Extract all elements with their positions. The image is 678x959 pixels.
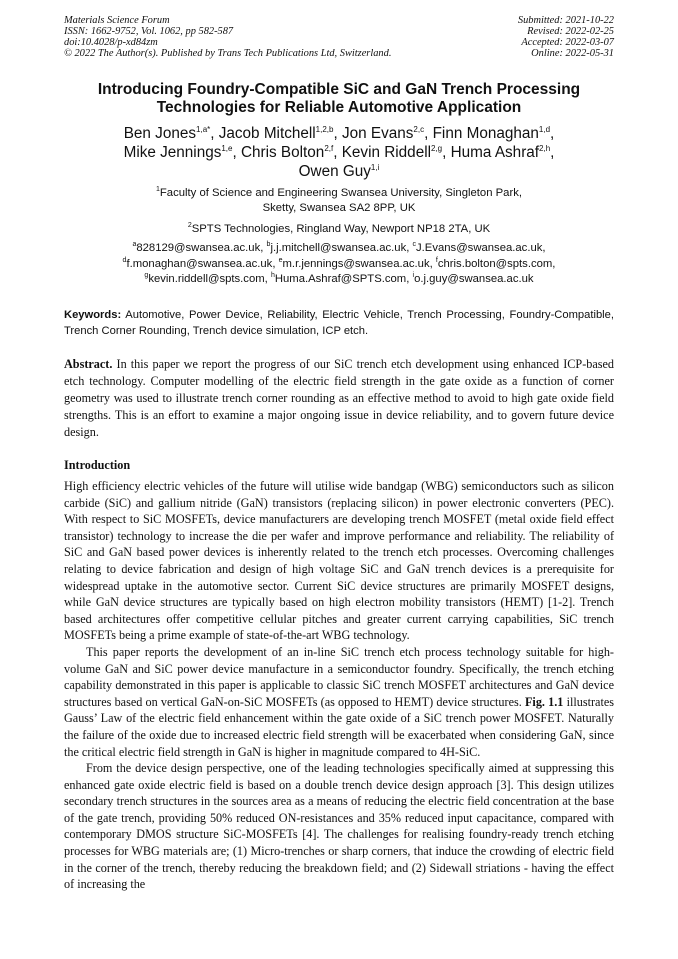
doi[interactable]: doi:10.4028/p-xd84zm (64, 37, 158, 48)
email-list (40, 241, 638, 288)
author-line-1 (40, 124, 638, 143)
abstract (64, 356, 614, 441)
title-line-2: Technologies for Reliable Automotive Application (156, 99, 522, 116)
revised-date: Revised: 2022-02-25 (527, 26, 614, 37)
affiliation-1: $^1$Faculty of Science and Engineering Swansea University, Singleton Park, Sketty, Swansea SA2 8PP, UK (155, 186, 523, 214)
figure-reference[interactable]: Fig. 1.1 (524, 694, 564, 709)
email[interactable]: $^c$J.Evans@swansea.ac.uk, (412, 241, 546, 254)
online-date: Online: 2022-05-31 (531, 48, 614, 59)
author-list (40, 124, 638, 181)
email-line-1: $^a$828129@swansea.ac.uk, $^b$j.j.mitchell@swansea.ac.uk, $^c$J.Evans@swansea.ac.uk, (132, 241, 546, 254)
submitted-date: Submitted: 2021-10-22 (517, 15, 614, 26)
email[interactable]: $^e$m.r.jennings@swansea.ac.uk (278, 256, 430, 270)
keywords-label: Keywords: (64, 309, 122, 321)
copyright: © 2022 The Author(s). Published by Trans Tech Publications Ltd, Switzerland. (64, 48, 392, 59)
email-line-2: $^d$f.monaghan@swansea.ac.uk, $^e$m.r.jennings@swansea.ac.uk, $^f$chris.bolton@spts.com, (122, 256, 556, 270)
email[interactable]: $^b$j.j.mitchell@swansea.ac.uk (266, 241, 407, 254)
author: Mike Jennings$^{1,e}$, (123, 144, 241, 161)
keywords-text: Automotive, Power Device, Reliability, Electric Vehicle, Trench Processing, Foundry-Compatible, Trench Corner Rounding, Trench device simulation, ICP etch. (64, 309, 614, 337)
issn: ISSN: 1662-9752, Vol. 1062, pp 582-587 (64, 26, 234, 37)
title-line-1: Introducing Foundry-Compatible SiC and GaN Trench Processing (97, 81, 581, 98)
author: Ben Jones$^{1,a*}$, (123, 125, 219, 142)
paragraph: High efficiency electric vehicles of the future will utilise wide bandgap (WBG) semiconductors such as silicon carbide (SiC) and gallium nitride (GaN) transistors (replacing silicon) in power electronic converters (PEC). With respect to SiC MOSFETs, device manufacturers are developing trench MOSFET (metal oxide field effect transistor) technology to increase the die per wafer and improve performance and reliability. The reliability of SiC and GaN based power devices is inherently related to the trench etch processes. Overcoming challenges relating to device fabrication and design of high voltage SiC and GaN trench devices is a prerequisite for widespread uptake in the automotive sector. Current SiC device structures are primarily MOSFET designs, while GaN device structures are typically based on high electron mobility transistors (HEMT) [1-2]. Trench based architectures offer competitive cellular pitches and greater current carrying capabilities, SiC trench MOSFETs being a prime example of state-of-the-art WBG technology. (64, 479, 614, 643)
publication-info (64, 15, 391, 59)
affiliation-2: $^2$SPTS Technologies, Ringland Way, Newport NP18 2TA, UK (187, 222, 491, 235)
paper-title (40, 81, 638, 117)
abstract-label: Abstract. (64, 357, 113, 371)
section-heading-introduction: Introduction (64, 458, 131, 472)
paragraph: From the device design perspective, one of the leading technologies specifically aimed at suppressing this enhanced gate oxide electric field is based on a double trench device design approach [3]. This design utilizes secondary trench structures in the sources area as a means of reducing the electric field concentration at the base of the gate trench, providing 50% reduced ON-resistances and 35% reduced input capacitance, compared with contemporary DMOS structure SiC-MOSFETs [4]. The challenges for realising foundry-ready trench etching processes for WBG materials are; (1) Micro-trenches or sharp corners, that induce the crowding of electric field in the corner of the trench, thereby reducing the breakdown field; and (2) Sidewall striations - having the effect of increasing the (64, 761, 614, 892)
author-line-3 (40, 162, 638, 181)
introduction-body (64, 478, 614, 893)
page-header (64, 15, 614, 59)
author: Finn Monaghan$^{1,d}$, (432, 125, 555, 142)
author: Jon Evans$^{2,c}$, (341, 125, 433, 142)
author: Chris Bolton$^{2,f}$, (240, 144, 342, 161)
email[interactable]: $^i$o.j.guy@swansea.ac.uk (412, 272, 534, 285)
email[interactable]: $^a$828129@swansea.ac.uk (132, 241, 261, 254)
author-line-2 (40, 143, 638, 162)
author: Huma Ashraf$^{2,h}$, (450, 144, 555, 161)
email[interactable]: $^h$Huma.Ashraf@SPTS.com (270, 272, 407, 285)
accepted-date: Accepted: 2022-03-07 (521, 37, 614, 48)
author: Jacob Mitchell$^{1,2,b}$, (218, 125, 342, 142)
author: Kevin Riddell$^{2,g}$, (341, 144, 451, 161)
keywords (64, 308, 614, 339)
author: Owen Guy$^{1,i}$ (298, 163, 380, 180)
email[interactable]: $^g$kevin.riddell@spts.com (144, 272, 265, 285)
email-line-3: $^g$kevin.riddell@spts.com, $^h$Huma.Ashraf@SPTS.com, $^i$o.j.guy@swansea.ac.uk (144, 272, 534, 285)
email[interactable]: $^d$f.monaghan@swansea.ac.uk (122, 256, 273, 270)
publication-dates (518, 15, 614, 59)
paragraph: This paper reports the development of an in-line SiC trench etch process technology suitable for high-volume GaN and SiC power device manufacture in a semiconductor foundry. Specifically, the trench etching capability demonstrated in this paper is applicable to classic SiC trench MOSFET architectures and GaN device structures based on vertical GaN-on-SiC MOSFETs (as opposed to HEMT) device structures. Fig. 1.1 illustrates Gauss’ Law of the electric field enhancement within the gate oxide of a SiC trench power MOSFET. Naturally the failure of the oxide due to increased electric field strength will be exacerbated when considering GaN, since the critical electric field strength in GaN is higher in magnitude compared to 4H-SiC. (64, 644, 614, 759)
abstract-text: In this paper we report the progress of our SiC trench etch development using enhanced ICP-based etch technology. Computer modelling of the electric field strength in the gate oxide as a function of corner geometry was used to illustrate trench corner rounding as an effective method to avoid to high gate oxide field strengths. This is an effort to examine a major ongoing issue in device reliability, and to govern future device design. (64, 357, 614, 439)
journal-name: Materials Science Forum (64, 15, 170, 26)
email[interactable]: $^f$chris.bolton@spts.com, (435, 256, 556, 270)
